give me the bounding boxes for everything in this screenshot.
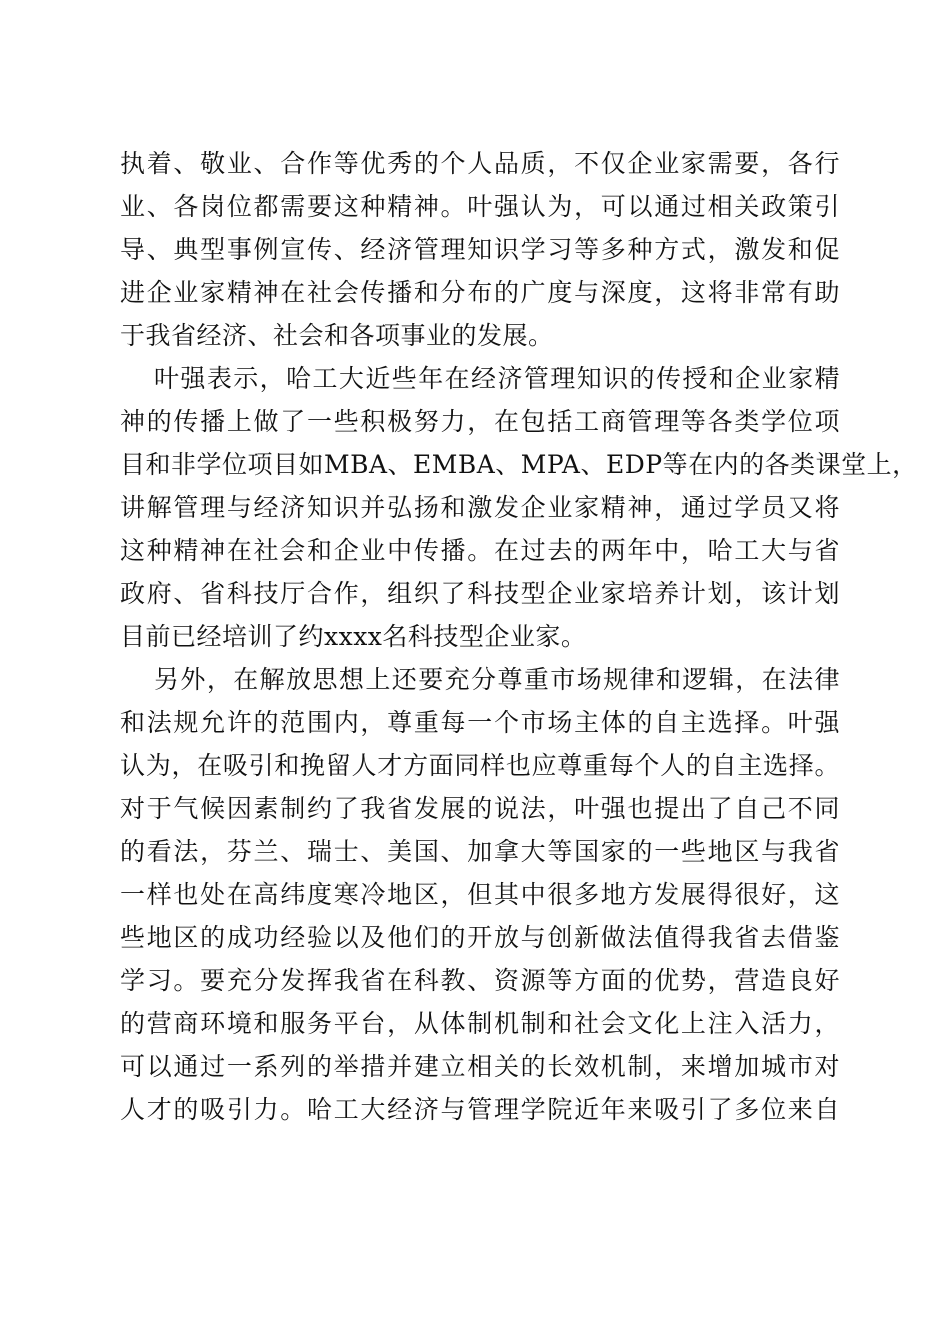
text-line: 目前已经培训了约xxxx名科技型企业家。 (120, 622, 587, 651)
text-line: 学习。要充分发挥我省在科教、资源等方面的优势，营造良好 (120, 966, 840, 995)
text-line: 可以通过一系列的举措并建立相关的长效机制，来增加城市对 (120, 1052, 840, 1081)
text-line: 导、典型事例宣传、经济管理知识学习等多种方式，激发和促 (120, 235, 840, 264)
text-line: 进企业家精神在社会传播和分布的广度与深度，这将非常有助 (120, 278, 840, 307)
text-line: 一样也处在高纬度寒冷地区，但其中很多地方发展得很好，这 (120, 880, 840, 909)
text-line: 对于气候因素制约了我省发展的说法，叶强也提出了自己不同 (120, 794, 840, 823)
text-line: 业、各岗位都需要这种精神。叶强认为，可以通过相关政策引 (120, 192, 840, 221)
text-line: 些地区的成功经验以及他们的开放与创新做法值得我省去借鉴 (120, 923, 840, 952)
text-line: 人才的吸引力。哈工大经济与管理学院近年来吸引了多位来自 (120, 1095, 840, 1124)
text-line: 和法规允许的范围内，尊重每一个市场主体的自主选择。叶强 (120, 708, 840, 737)
text-line: 于我省经济、社会和各项事业的发展。 (120, 321, 554, 350)
text-line: 讲解管理与经济知识并弘扬和激发企业家精神，通过学员又将 (120, 493, 840, 522)
text-line: 认为，在吸引和挽留人才方面同样也应尊重每个人的自主选择。 (120, 751, 840, 780)
paragraph-start-line: 另外，在解放思想上还要充分尊重市场规律和逻辑，在法律 (154, 665, 840, 694)
text-line: 的营商环境和服务平台，从体制机制和社会文化上注入活力， (120, 1009, 840, 1038)
paragraph-start-line: 叶强表示，哈工大近些年在经济管理知识的传授和企业家精 (154, 364, 840, 393)
text-line: 这种精神在社会和企业中传播。在过去的两年中，哈工大与省 (120, 536, 840, 565)
text-line: 执着、敬业、合作等优秀的个人品质，不仅企业家需要，各行 (120, 149, 840, 178)
document-body (120, 142, 918, 1131)
text-line: 政府、省科技厅合作，组织了科技型企业家培养计划，该计划 (120, 579, 840, 608)
text-line: 目和非学位项目如MBA、EMBA、MPA、EDP等在内的各类课堂上， (120, 450, 918, 479)
text-line: 的看法，芬兰、瑞士、美国、加拿大等国家的一些地区与我省 (120, 837, 840, 866)
text-line: 神的传播上做了一些积极努力，在包括工商管理等各类学位项 (120, 407, 840, 436)
